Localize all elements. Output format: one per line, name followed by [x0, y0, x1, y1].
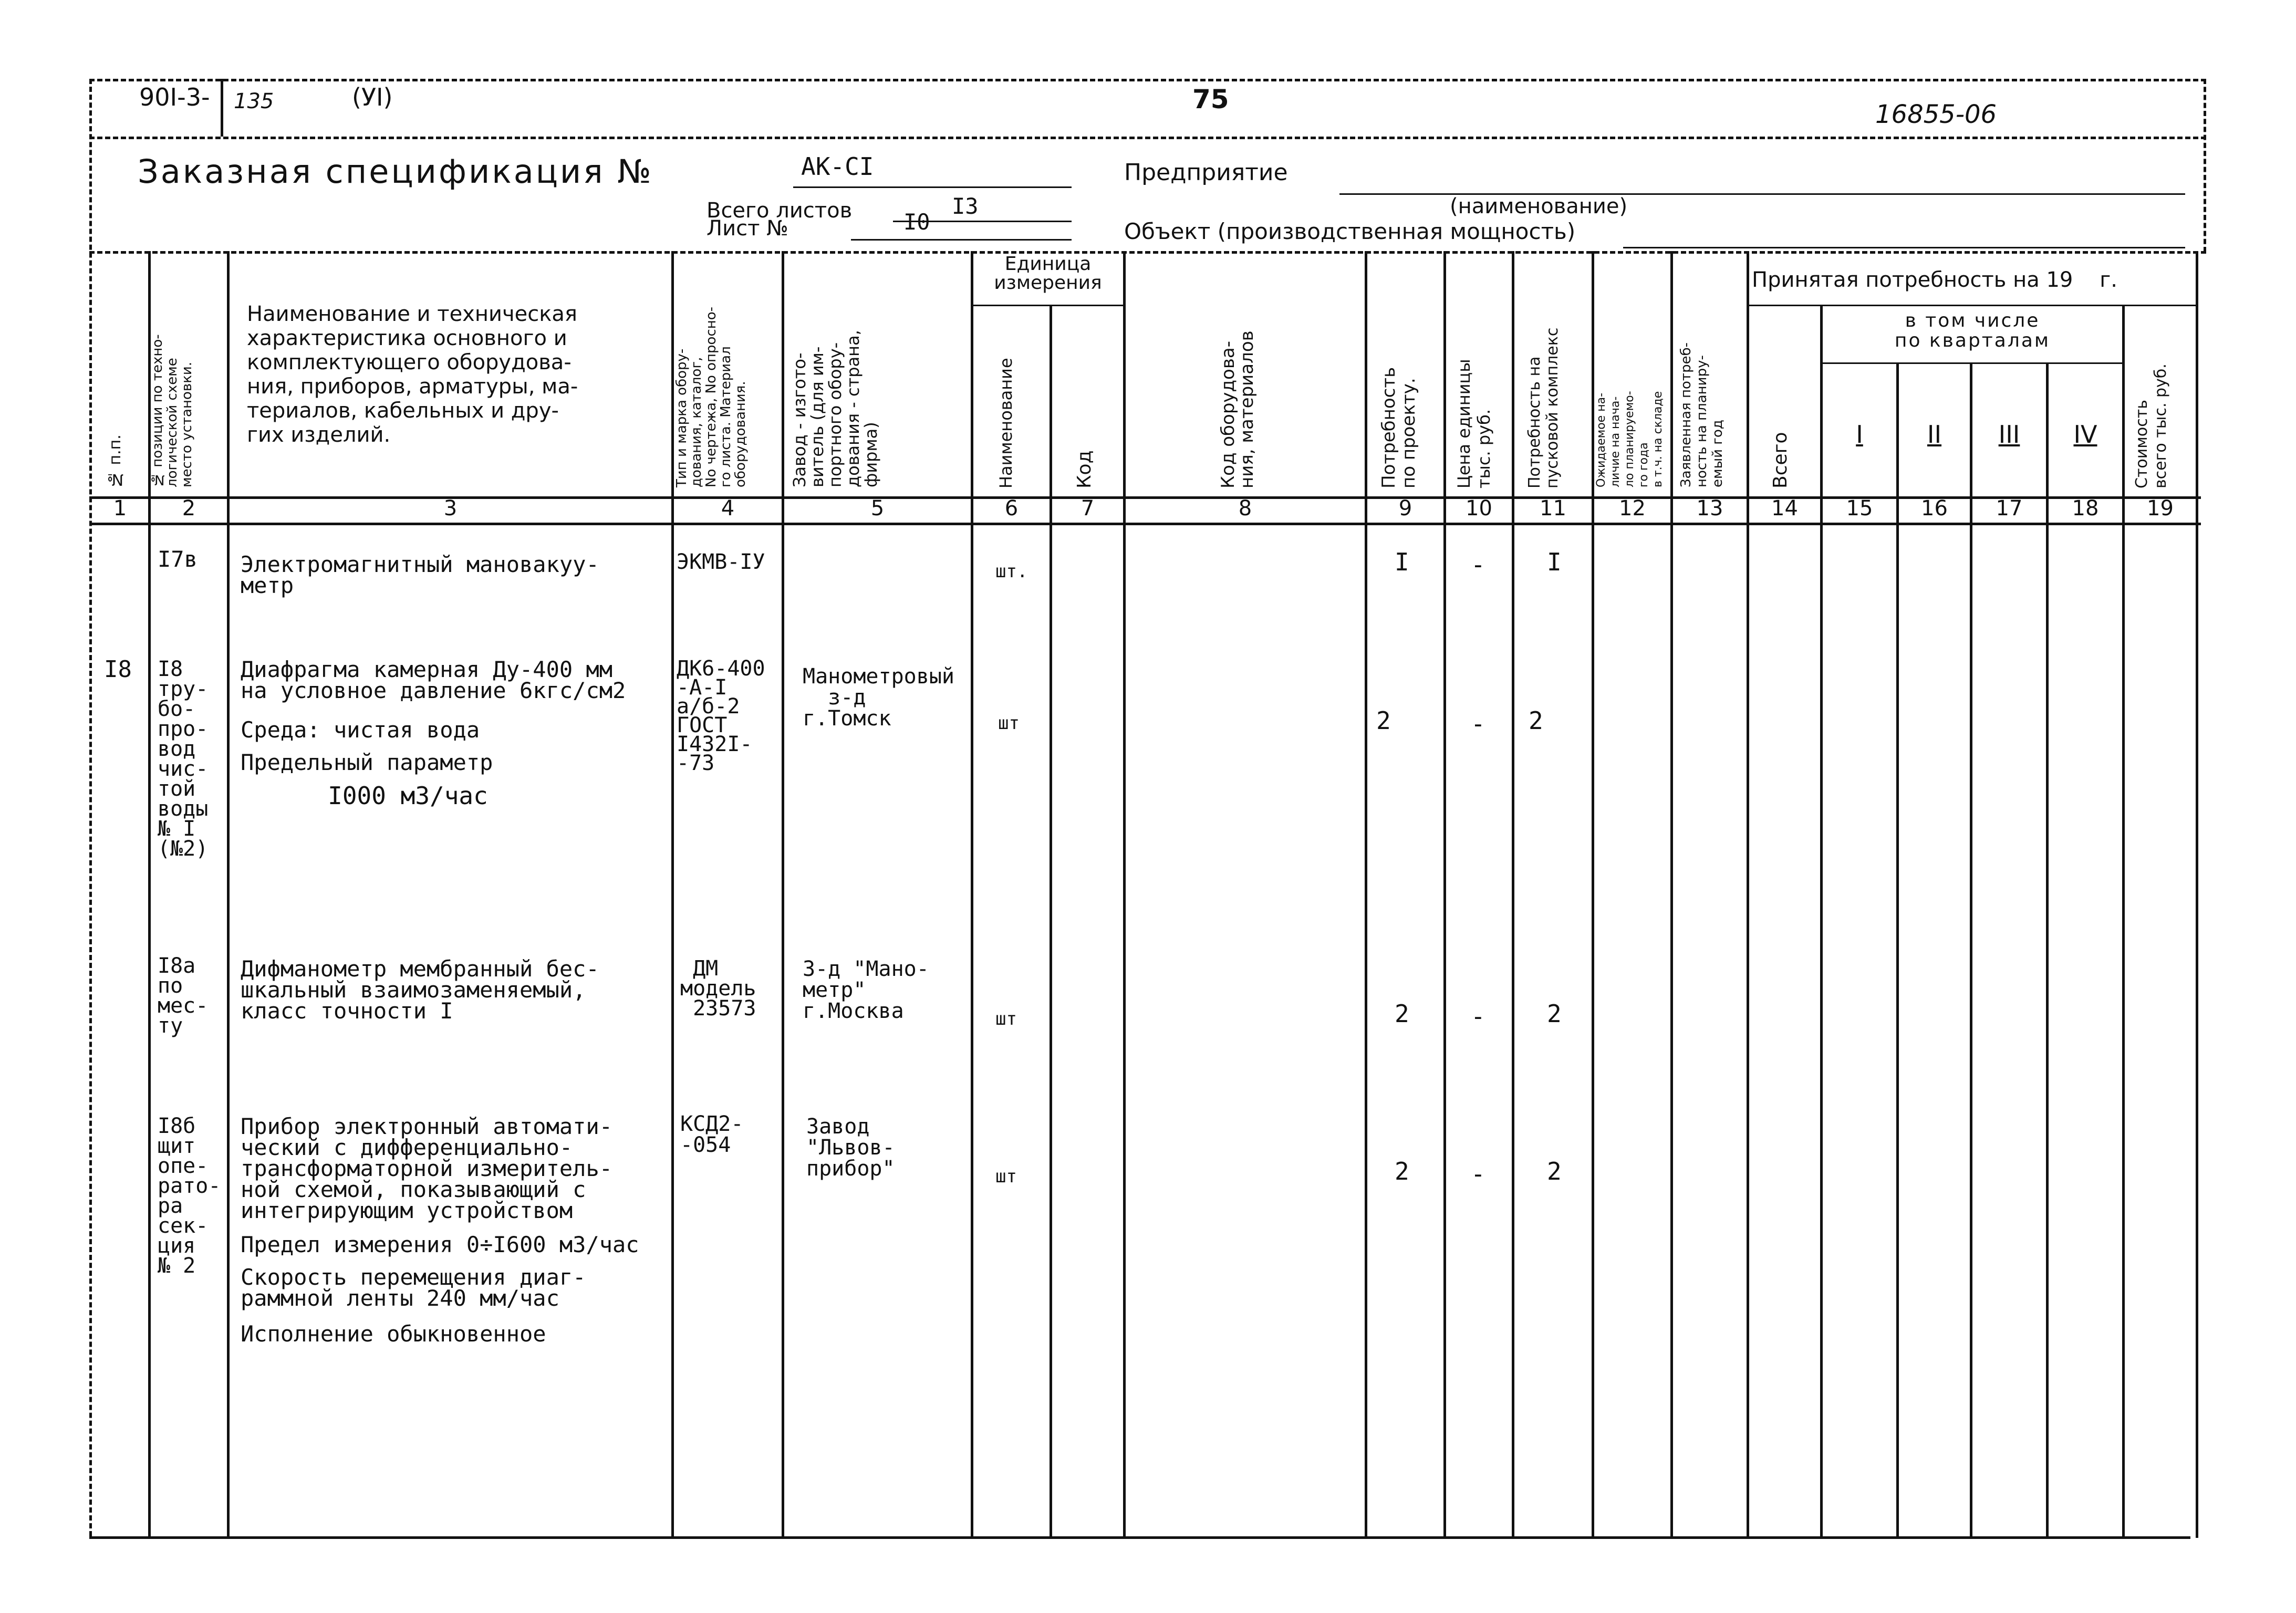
row-2-pp: I8: [104, 656, 132, 683]
col-number-2: 2: [182, 496, 196, 521]
row-2-price: -: [1471, 710, 1485, 738]
col-number-11: 11: [1540, 496, 1566, 521]
col-header-5: Завод - изгото- витель (для им- портного обору- дования - страна, фирма): [789, 330, 881, 487]
col-header-7: Код: [1074, 450, 1095, 488]
sheet-value: I0: [903, 209, 930, 235]
issue-label: (УI): [352, 83, 393, 111]
col-line-7: [1123, 251, 1126, 1536]
col-line-12: [1670, 251, 1673, 1536]
col-line-5: [971, 251, 973, 1536]
row-3-price: -: [1471, 1002, 1485, 1031]
row-4-type: КСД2- -054: [680, 1112, 744, 1157]
row-2-need-project: 2: [1376, 706, 1391, 735]
row-2-position: I8 тру- бо- про- вод чис- той воды № I (№2): [158, 657, 209, 861]
col-line-8: [1365, 251, 1367, 1536]
row-3-position: I8а по мес- ту: [158, 954, 209, 1038]
row-3-name: Дифманометр мембранный бес- шкальный взаимозаменяемый, класс точности I: [241, 956, 599, 1024]
sheet-underline: [851, 239, 1072, 241]
col-line-15: [1896, 362, 1899, 1536]
col-number-16: 16: [1921, 496, 1948, 521]
row-1-name: Электромагнитный мановакуу- метр: [241, 551, 599, 598]
object-underline: [1623, 247, 2185, 248]
col-line-6: [1050, 305, 1052, 1536]
col-header-9: Потребность по проекту.: [1378, 367, 1419, 488]
col-line-9: [1443, 251, 1446, 1536]
col-header-1: № п.п.: [106, 434, 124, 488]
row-1-position: I7в: [158, 546, 198, 572]
col-header-16: II: [1927, 420, 1942, 449]
row-2-type: ДК6-400 -А-I а/б-2 ГОСТ I432I- -73: [677, 657, 765, 775]
object-label: Объект (производственная мощность): [1124, 218, 1576, 244]
col-number-10: 10: [1466, 496, 1492, 521]
col-header-4: Тип и марка обору- дования, каталог, No чертежа, No опросно- го листа. Материал оборудования.: [674, 306, 749, 487]
col-header-12: Ожидаемое на- личие на нача- ло планируемо- го года в т.ч. на складе: [1595, 391, 1665, 487]
page-number: 75: [1192, 84, 1229, 115]
row-4-name-extra-3: Исполнение обыкновенное: [241, 1321, 546, 1347]
unit-group-header: Единица измерения: [994, 253, 1102, 294]
col-number-4: 4: [721, 496, 735, 521]
code-divider: [221, 79, 223, 137]
col-number-15: 15: [1846, 496, 1873, 521]
row-4-name-extra-2: Скорость перемещения диаг- раммной ленты 240 мм/час: [241, 1264, 586, 1311]
col-header-18: IV: [2073, 420, 2097, 449]
row-4-manufacturer: Завод "Львов- прибор": [806, 1115, 895, 1181]
enterprise-label: Предприятие: [1124, 159, 1288, 186]
spec-number-underline: [793, 186, 1072, 188]
col-number-13: 13: [1696, 496, 1723, 521]
doc-code-handwritten: 135: [234, 89, 274, 113]
row-2-unit: шт: [998, 713, 1020, 734]
col-header-11: Потребность на пусковой комплекс: [1525, 327, 1562, 488]
col-number-6: 6: [1004, 496, 1019, 521]
col-number-5: 5: [870, 496, 885, 521]
col-line-18: [2122, 305, 2125, 1536]
row-3-unit: шт: [995, 1008, 1017, 1029]
col-number-1: 1: [113, 496, 127, 521]
page-title: Заказная спецификация №: [138, 152, 653, 191]
row-3-need-project: 2: [1395, 1000, 1409, 1028]
right-border-top: [2204, 79, 2206, 252]
total-sheets-value: I3: [952, 193, 979, 219]
total-sheets-label: Всего листов: [707, 199, 853, 223]
sheet-label: Лист №: [707, 216, 788, 241]
row-2-name: Диафрагма камерная Ду-400 мм на условное давление 6кгс/см2: [241, 657, 626, 703]
unit-group-line: [971, 305, 1123, 306]
col-number-8: 8: [1238, 496, 1252, 521]
row-4-unit: шт: [995, 1166, 1017, 1187]
left-border: [89, 79, 92, 1536]
col-number-19: 19: [2147, 496, 2174, 521]
name-label: (наименование): [1450, 194, 1628, 218]
column-number-bottom: [89, 523, 2201, 525]
row-4-name: Прибор электронный автомати- ческий с дифференциально- трансформаторной измеритель- ной схемой, показывающий с интегрирующим устройством: [241, 1114, 613, 1223]
row-1-unit: шт.: [995, 561, 1028, 582]
quarters-group-line: [1820, 362, 2122, 364]
col-header-8: Код оборудова- ния, материалов: [1218, 330, 1258, 488]
row-4-price: -: [1471, 1160, 1485, 1188]
accepted-group-header: Принятая потребность на 19 г.: [1752, 268, 2117, 292]
header-divider: [89, 137, 2206, 139]
top-border: [89, 79, 2206, 81]
row-1-need-start: I: [1547, 548, 1562, 576]
row-1-price: -: [1471, 550, 1485, 579]
row-2-need-start: 2: [1529, 706, 1543, 735]
col-number-14: 14: [1771, 496, 1798, 521]
table-top-border: [89, 251, 2206, 254]
row-3-need-start: 2: [1547, 1000, 1562, 1028]
row-3-manufacturer: З-д "Мано- метр" г.Москва: [803, 957, 929, 1023]
col-line-13: [1747, 251, 1749, 1536]
col-header-10: Цена единицы тыс. руб.: [1454, 359, 1494, 488]
row-4-position: I8б щит опе- рато- ра сек- ция № 2: [158, 1114, 221, 1278]
row-2-name-extra-2: Предельный параметр: [241, 750, 493, 775]
table-bottom-border: [89, 1536, 2190, 1539]
col-header-2: № позиции по техно- логической схеме место установки.: [150, 334, 195, 487]
col-line-2: [227, 251, 230, 1536]
col-number-9: 9: [1398, 496, 1412, 521]
col-line-10: [1512, 251, 1514, 1536]
accepted-group-line: [1747, 305, 2196, 306]
col-line-17: [2046, 362, 2049, 1536]
row-2-name-extra-3: I000 м3/час: [241, 782, 488, 810]
right-border: [2196, 251, 2198, 1538]
col-header-19: Стоимость всего тыс. руб.: [2133, 363, 2170, 488]
row-2-manufacturer: Манометровый з-д г.Томск: [803, 664, 954, 731]
quarters-group-header: в том числе по кварталам: [1894, 310, 2051, 351]
col-header-15: I: [1856, 420, 1863, 449]
row-1-need-project: I: [1395, 548, 1409, 576]
inventory-number: 16855-06: [1875, 100, 1997, 129]
col-number-3: 3: [443, 496, 458, 521]
row-1-type: ЭКМВ-IУ: [677, 550, 765, 574]
col-header-14: Всего: [1770, 432, 1791, 488]
col-number-7: 7: [1081, 496, 1095, 521]
col-header-13: Заявленная потреб- ность на планиру- емый год: [1678, 342, 1726, 487]
col-number-17: 17: [1996, 496, 2023, 521]
row-4-name-extra-1: Предел измерения 0÷I600 м3/час: [241, 1232, 639, 1257]
col-number-18: 18: [2072, 496, 2099, 521]
row-4-need-start: 2: [1547, 1157, 1562, 1185]
col-line-14: [1820, 305, 1823, 1536]
col-header-17: III: [1998, 420, 2020, 449]
spec-number: АК-СI: [801, 152, 874, 181]
col-line-4: [782, 251, 784, 1536]
col-header-6: Наименование: [996, 358, 1016, 488]
col-line-16: [1970, 362, 1972, 1536]
row-3-type: ДМ модель 23573: [680, 956, 756, 1021]
row-2-name-extra-1: Среда: чистая вода: [241, 717, 480, 743]
col-header-3: Наименование и техническая характеристика основного и комплектующего оборудова- ния, приборов, арматуры, ма- териалов, кабельных и дру- гих изделий.: [247, 302, 578, 447]
col-number-12: 12: [1619, 496, 1646, 521]
row-4-need-project: 2: [1395, 1157, 1409, 1185]
doc-code: 90I-3-: [139, 83, 210, 111]
